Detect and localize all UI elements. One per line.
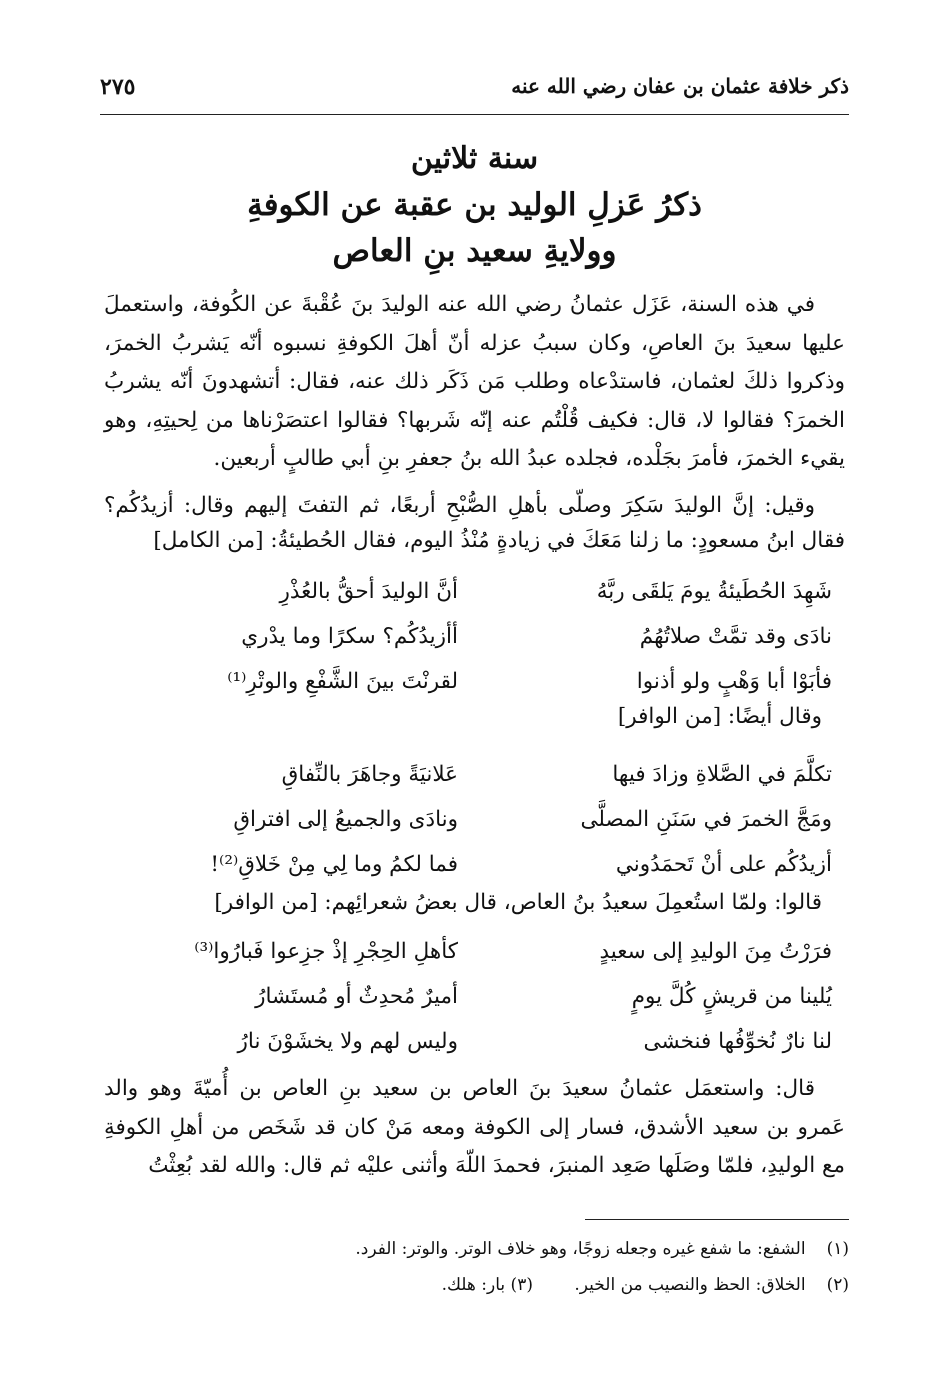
paragraph-1 (104, 286, 845, 479)
verse-line (128, 932, 832, 977)
verse-line (128, 572, 832, 617)
poem-2 (128, 755, 832, 890)
paragraph-text: وقيل: إنَّ الوليدَ سَكِرَ وصلّى بأهلِ الصُّبْحِ أربعًا، ثم التفتَ إليهم وقال: أزيدُكُم؟ فقال ابنُ مسعودٍ: ما زلنا مَعَكَ في زيادةٍ مُنْذُ اليوم، فقال الحُطيئةُ: [من الكامل] (104, 493, 845, 553)
verse-second-hemistich: أميرٌ مُحدِثٌ أو مُستَشارُ (255, 984, 458, 1009)
paragraph-3 (104, 1070, 845, 1186)
footnote-number: (٢) (826, 1275, 849, 1295)
footnote-number: (١) (826, 1239, 849, 1259)
verse-first-hemistich: لنا نارٌ نُخوِّفُها فنخشى (643, 1029, 832, 1054)
section-subtitle: وولايةِ سعيد بنِ العاص (332, 233, 617, 269)
verse-line (128, 977, 832, 1022)
footnote-rule (585, 1219, 849, 1220)
section-title: ذكرُ عَزلِ الوليد بن عقبة عن الكوفةِ (247, 187, 702, 223)
verse-line (128, 617, 832, 662)
poem-1 (128, 572, 832, 707)
verse-first-hemistich: فرَرْتُ مِنَ الوليدِ إلى سعيدٍ (599, 939, 832, 964)
verse-first-hemistich: ومَجَّ الخمرَ في سَنَنِ المصلَّى (580, 807, 832, 832)
paragraph-2 (104, 488, 845, 558)
header-rule (100, 114, 849, 115)
verse-line (128, 662, 832, 707)
section-headings (100, 136, 849, 274)
verse-second-hemistich: عَلانيَةً وجاهَرَ بالنِّفاقِ (281, 762, 458, 787)
poem-2-intro: وقال أيضًا: [من الوافر] (617, 704, 822, 729)
verse-first-hemistich: فأبَوْا أبا وَهْبٍ ولو أذنوا (636, 669, 832, 694)
footnote (300, 1268, 849, 1304)
verse-line (128, 845, 832, 890)
verse-second-hemistich: وليس لهم ولا يخشَوْنَ نارُ (237, 1029, 458, 1054)
footnote-text: الخلاق: الحظ والنصيب من الخير. (574, 1275, 806, 1295)
verse-first-hemistich: نادَى وقد تمَّتْ صلاتُهُمُ (639, 624, 832, 649)
verse-line (128, 1022, 832, 1067)
paragraph-text: في هذه السنة، عَزَل عثمانُ رضي الله عنه الوليدَ بنَ عُقْبةَ عن الكُوفة، واستعملَ عليها سعيدَ بنَ العاصِ، وكان سببُ عزله أنّ أهلَ الكوفةِ نسبوه أنّه يَشربُ الخمرَ، وذكروا ذلكَ لعثمان، فاستدْعاه وطلب مَن ذَكَر ذلك عنه، فقال: أتشهدونَ أنّه يشربُ الخمرَ؟ فقالوا لا، قال: فكيف قُلْتُم عنه إنّه شَربها؟ فقالوا اعتصَرْناها من لِحيتِهِ، وهو يقيء الخمرَ، فأمرَ بجَلْده، فجلده عبدُ الله بنُ جعفرِ بنِ أبي طالبٍ أربعين. (104, 292, 845, 471)
footnote (300, 1232, 849, 1268)
paragraph-text: قال: واستعمَل عثمانُ سعيدَ بنَ العاص بن سعيد بنِ العاص بن أُميّةَ وهو والد عَمرو بن سعيد الأشدق، فسار إلى الكوفة ومعه مَنْ كان قد شَخَص من أهلِ الكوفةِ مع الوليدِ، فلمّا وصَلَها صَعِد المنبرَ، فحمدَ اللّهَ وأثنى عليْه ثم قال: والله لقد بُعِثْتُ (104, 1076, 845, 1178)
poem-3-intro: قالوا: ولمّا استُعمِلَ سعيدُ بنُ العاص، قال بعضُ شعرائِهم: [من الوافر] (214, 890, 822, 915)
verse-second-hemistich: ونادَى والجميعُ إلى افتراقِ (233, 807, 458, 832)
running-header (100, 70, 849, 112)
footnotes (300, 1232, 849, 1304)
verse-second-hemistich: لقرنْتَ بينَ الشَّفْعِ والوتْرِ⁽¹⁾ (227, 669, 458, 694)
verse-first-hemistich: تكلَّمَ في الصَّلاةِ وزادَ فيها (612, 762, 832, 787)
footnote-text: الشفع: ما شفع غيره وجعله زوجًا، وهو خلاف الوتر. والوتر: الفرد. (355, 1239, 806, 1259)
poem-3 (128, 932, 832, 1067)
verse-second-hemistich: أأزيدُكُم؟ سكرًا وما يدْري (241, 624, 458, 649)
verse-second-hemistich: أنَّ الوليدَ أحقُّ بالعُذْرِ (279, 579, 458, 604)
footnote-number: (٣) (510, 1275, 533, 1295)
year-heading: سنة ثلاثين (410, 141, 539, 176)
verse-first-hemistich: أزيدُكُم على أنْ تَحمَدُوني (615, 852, 832, 877)
page-number: ٢٧٥ (100, 74, 136, 100)
verse-second-hemistich: فما لكمُ وما لِي مِنْ خَلاقِ⁽²⁾! (210, 852, 458, 877)
verse-first-hemistich: شَهِدَ الحُطَيئةُ يومَ يَلقَى ربَّهُ (596, 579, 832, 604)
running-title: ذكر خلافة عثمان بن عفان رضي الله عنه (511, 74, 849, 98)
footnote-text: بار: هلك. (441, 1275, 506, 1295)
verse-second-hemistich: كأهلِ الحِجْرِ إذْ جزِعوا فَبارُوا⁽³⁾ (194, 939, 458, 964)
verse-first-hemistich: يُلينا من قريشٍ كُلَّ يومٍ (631, 984, 832, 1009)
verse-line (128, 800, 832, 845)
verse-line (128, 755, 832, 800)
